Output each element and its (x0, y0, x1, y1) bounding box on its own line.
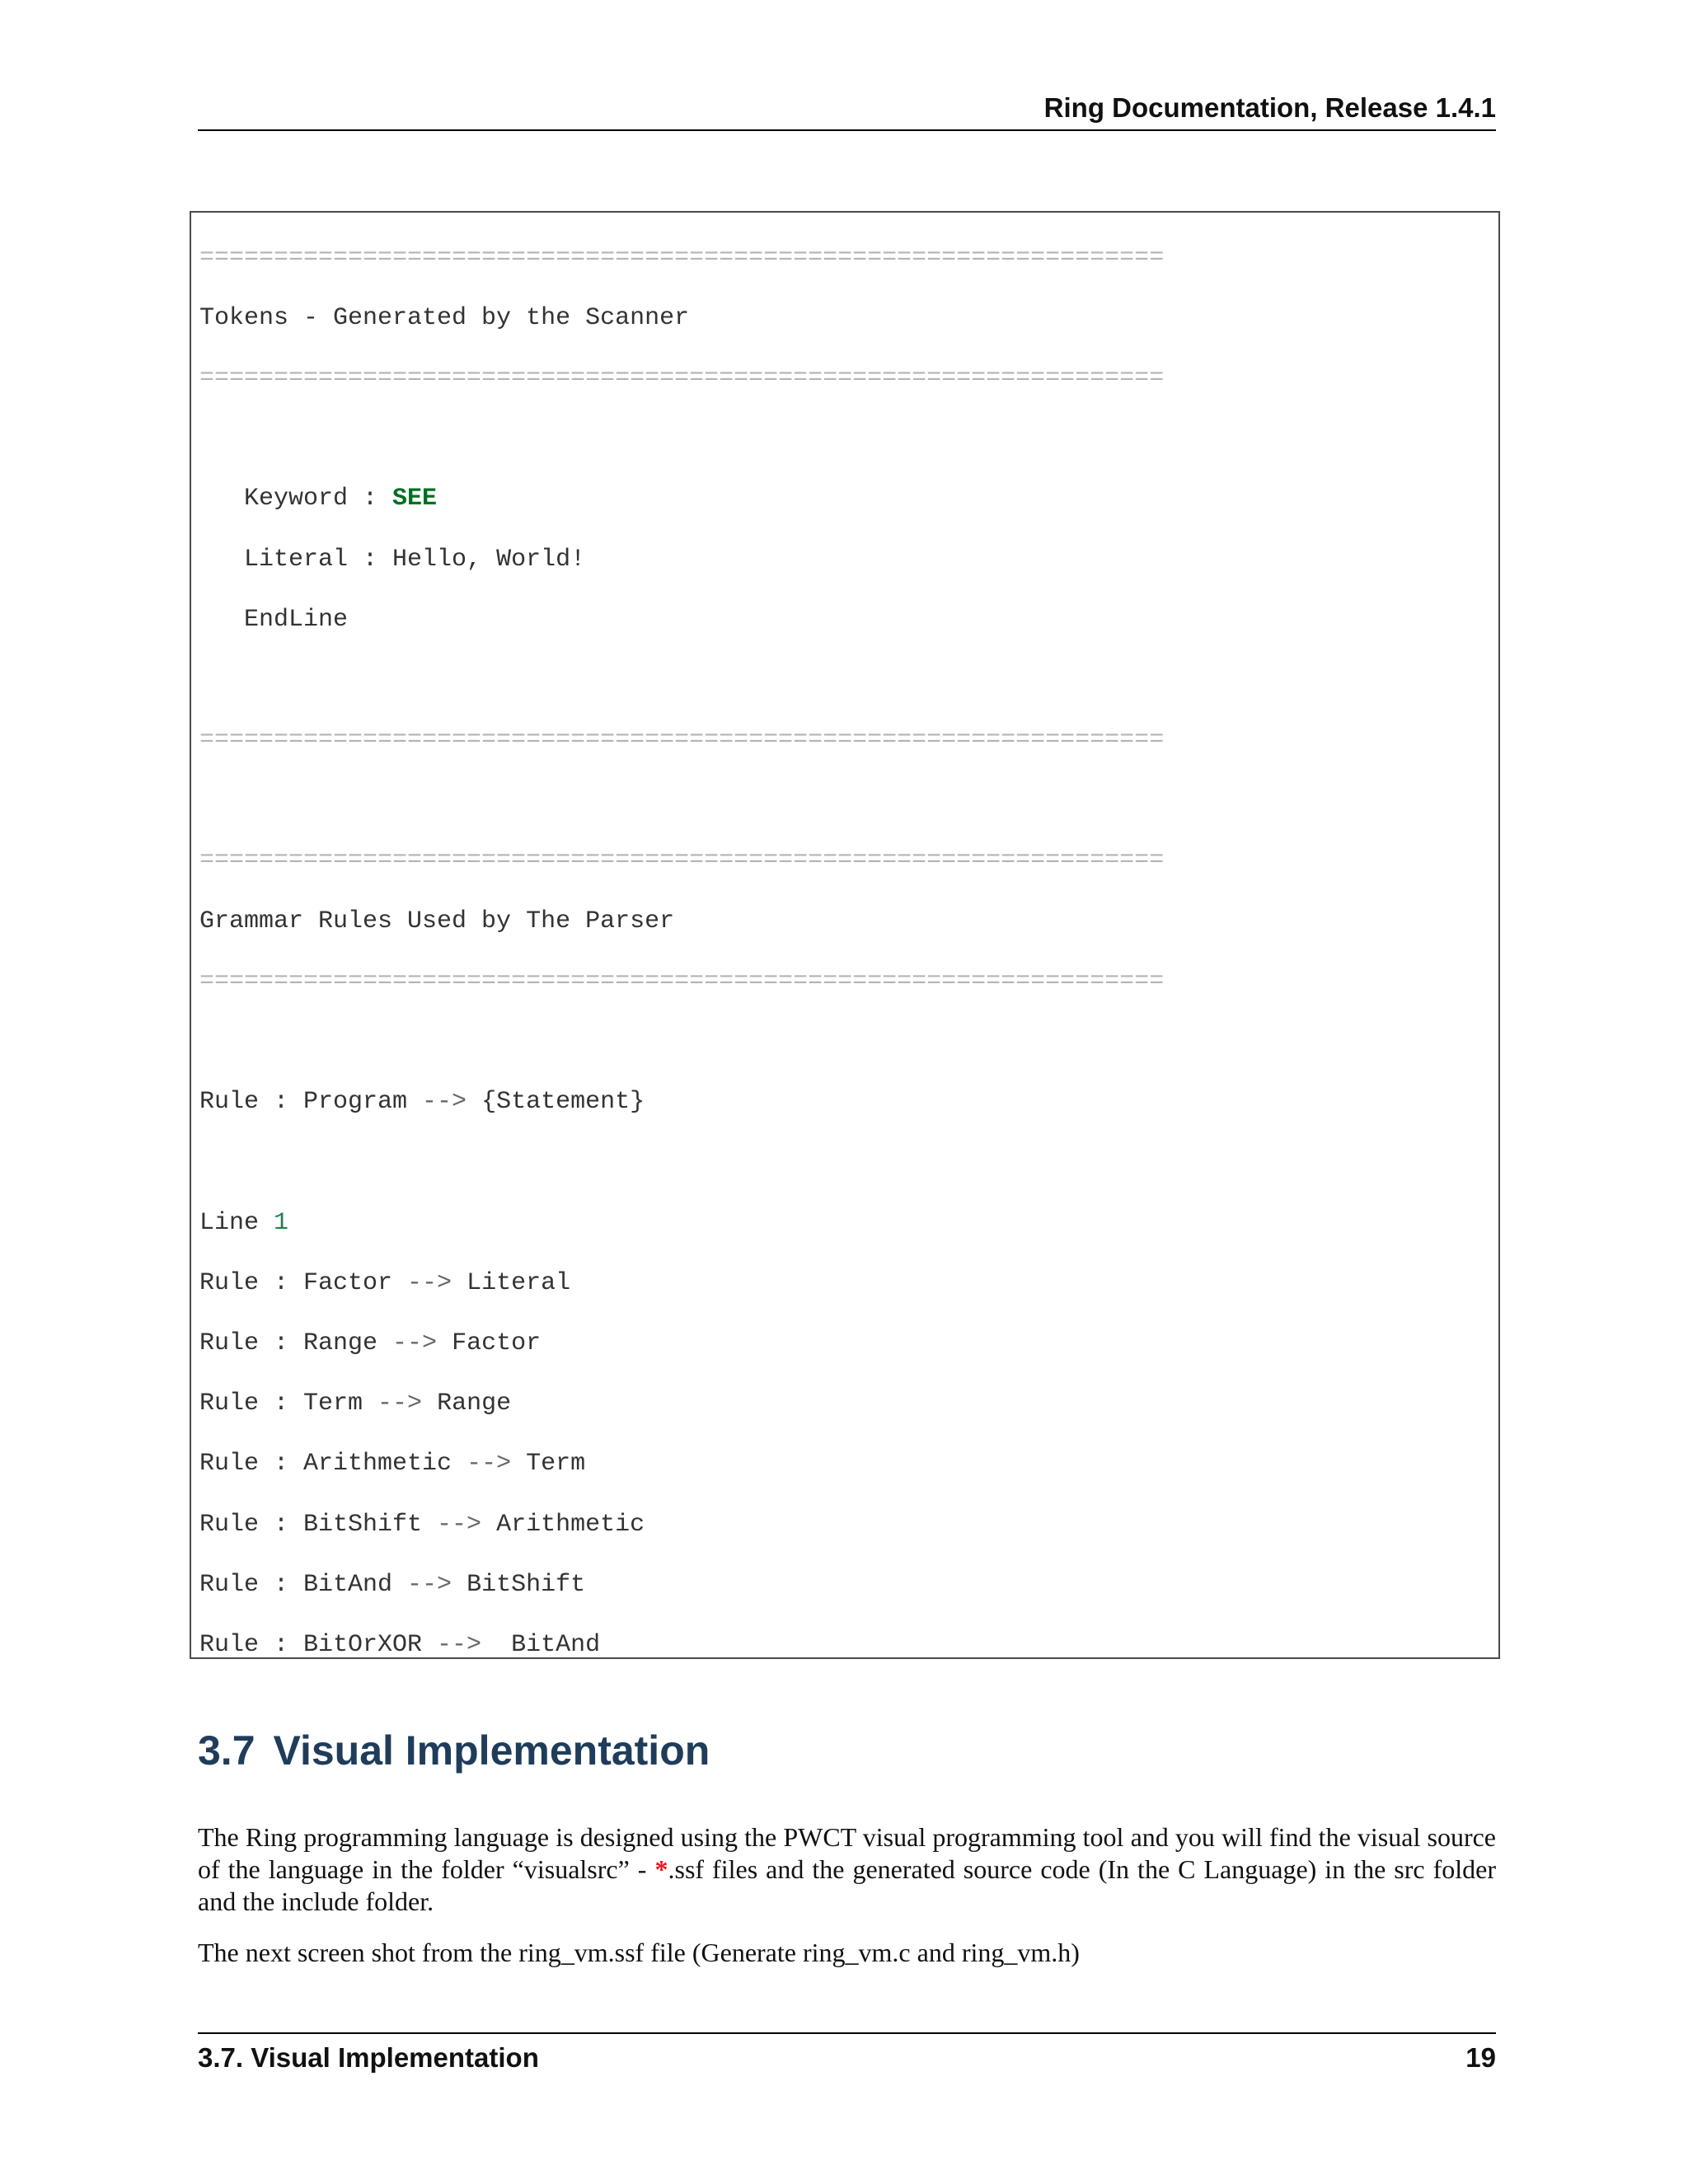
rule-line: Rule : Factor --> Literal (199, 1268, 571, 1297)
rule-line: Rule : Program --> {Statement} (199, 1088, 645, 1117)
code-content (199, 213, 1164, 1659)
code-block (190, 211, 1500, 1659)
separator-line: ================================================================= (199, 846, 1165, 875)
token-line: EndLine (244, 605, 349, 634)
token-line: Keyword : SEE (244, 485, 438, 513)
rule-line: Rule : BitOrXOR --> BitAnd (199, 1630, 601, 1659)
page-number: 19 (1465, 2042, 1496, 2073)
separator-line: ================================================================= (199, 363, 1165, 392)
separator-line: ================================================================= (199, 726, 1165, 755)
section-heading (198, 1727, 710, 1774)
rule-line: Rule : BitShift --> Arithmetic (199, 1510, 645, 1539)
paragraph: The Ring programming language is designed using the PWCT visual programming tool and you will find the visual source of the language in the folder “visualsrc” - *.ssf files and the generated source code (In the C Language) in the src folder and the include folder. (198, 1822, 1497, 1916)
asterisk-highlight: * (654, 1854, 668, 1884)
footer-divider (198, 2032, 1496, 2034)
tokens-title: Tokens - Generated by the Scanner (199, 303, 690, 332)
separator-line: ================================================================= (199, 243, 1165, 272)
grammar-title: Grammar Rules Used by The Parser (199, 907, 675, 935)
rule-line: Rule : Arithmetic --> Term (199, 1450, 586, 1479)
separator-line: ================================================================= (199, 967, 1165, 996)
rule-line: Rule : Range --> Factor (199, 1329, 542, 1357)
paragraph: The next screen shot from the ring_vm.ssf file (Generate ring_vm.c and ring_vm.h) (198, 1938, 1080, 1967)
header-divider (198, 129, 1496, 131)
token-line: Literal : Hello, World! (244, 545, 586, 574)
section-title-text: Visual Implementation (273, 1727, 710, 1774)
running-header: Ring Documentation, Release 1.4.1 (1043, 92, 1496, 123)
line-number-line: Line 1 (199, 1208, 289, 1237)
rule-line: Rule : BitAnd --> BitShift (199, 1570, 586, 1599)
footer-section: 3.7. Visual Implementation (198, 2042, 539, 2073)
rule-line: Rule : Term --> Range (199, 1390, 512, 1418)
section-number: 3.7 (198, 1727, 256, 1774)
